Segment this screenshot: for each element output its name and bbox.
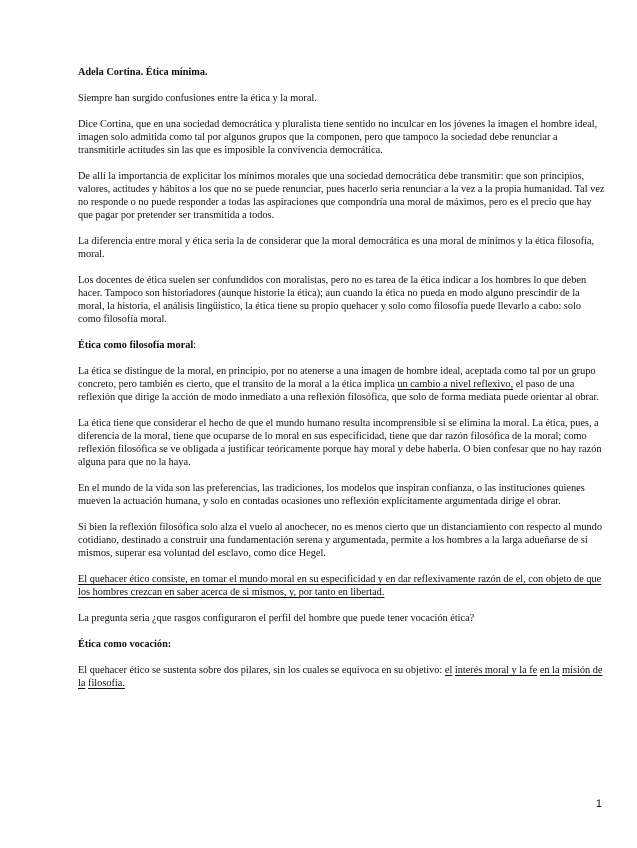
paragraph-11 <box>78 664 605 690</box>
section-heading-filosofia-moral <box>78 339 605 352</box>
paragraph-8: Si bien la reflexión filosófica solo alza el vuelo al anochecer, no es menos cierto que un distanciamiento con respecto al mundo cotidiano, destinado a construir una fundamentación serena y argumentada, permite a los hombres a la larga adueñarse de si mismos, superar esa voluntad del esclavo, como dice Hegel. <box>78 522 602 559</box>
paragraph-5-part-b: el paso de una reflexión que dirige la acción de modo inmediato a una reflexión filosófica, que solo de forma mediata puede orientar al obrar. <box>78 379 599 403</box>
paragraph-5 <box>78 365 605 404</box>
underlined-mision: misión de la <box>78 665 603 689</box>
underlined-filosofia: filosofía. <box>88 678 125 689</box>
paragraph-2: De allí la importancia de explicitar los mínimos morales que una sociedad democrática debe transmitir: que son principios, valores, actitudes y hábitos a los que no se puede renunciar, pues hacerlo seria renunciar a la vez a la propia humanidad. Tal vez no responde o no puede responder a todas las aspiraciones que compondría una moral de máximos, pero es el precio que hay que pagar por pretender ser transmitida a todos. <box>78 171 605 221</box>
heading-1-suffix: : <box>193 340 197 351</box>
paragraph-1: Dice Cortina, que en una sociedad democrática y pluralista tiene sentido no inculcar en los jóvenes la imagen el hombre ideal, imagen solo admitida como tal por algunos grupos que la componen, pero que tampoco la sociedad debe renunciar a transmitirle actitudes sin las que es imposible la convivencia democrática. <box>78 119 598 156</box>
underlined-en-la: en la <box>539 665 560 676</box>
paragraph-5-part-a: La ética se distingue de la moral, en principio, por no atenerse a una imagen de hombre ideal, aceptada como tal por un grupo concreto, pero también es cierto, que el transito de la moral a la ética implica <box>78 366 596 390</box>
intro-paragraph: Siempre han surgido confusiones entre la ética y la moral. <box>78 93 317 104</box>
paragraph-6: La ética tiene que considerar el hecho de que el mundo humano resulta incomprensible si se elimina la moral. La ética, pues, a diferencia de la moral, tiene que ocuparse de lo moral en sus especificidad, tiene que dar razón filosófica de la moral; como reflexión filosófica se ve obligada a justificar teóricamente porque hay moral y debe haberla. O bien confesar que no hay razón alguna para que no la haya. <box>78 418 602 468</box>
paragraph-4: Los docentes de ética suelen ser confundidos con moralistas, pero no es tarea de la ética indicar a los hombres lo que deben hacer. Tampoco son historiadores (aunque historie la ética); aun cuando la ética no pueda en modo alguno prescindir de la moral, la historia, el análisis lingüístico, la ética tiene su propio quehacer y solo como filosofía puede llevarlo a cabo: solo como filosofía moral. <box>78 275 587 325</box>
paragraph-10: La pregunta seria ¿que rasgos configuraron el perfil del hombre que puede tener vocación ética? <box>78 613 475 624</box>
document-page <box>78 66 605 703</box>
page-number: 1 <box>595 798 602 810</box>
heading-1-text: Ética como filosofía moral <box>78 340 194 351</box>
document-title: Adela Cortina. Ética mínima. <box>78 67 208 78</box>
paragraph-3: La diferencia entre moral y ética seria la de considerar que la moral democrática es una moral de mínimos y la ética filosofía, moral. <box>78 236 595 260</box>
paragraph-7: En el mundo de la vida son las preferencias, las tradiciones, los modelos que inspiran confianza, o las instituciones quienes mueven la actuación humana, y solo en contadas ocasiones uno reflexión explícitamente argumentada dirige el obrar. <box>78 483 585 507</box>
paragraph-9-underlined: El quehacer ético consiste, en tomar el mundo moral en su especificidad y en dar reflexivamente razón de el, con objeto de que los hombres crezcan en saber acerca de si mismos, y, por tanto en libertad. <box>78 574 602 598</box>
underlined-interes-moral: interés moral y la fe <box>454 665 538 676</box>
section-heading-vocacion: Ética como vocación: <box>78 639 172 650</box>
underlined-phrase: un cambio a nivel reflexivo, <box>397 379 514 390</box>
underlined-el: el <box>444 665 453 676</box>
paragraph-11-part-a: El quehacer ético se sustenta sobre dos pilares, sin los cuales se equivoca en su objetivo: <box>78 665 445 676</box>
